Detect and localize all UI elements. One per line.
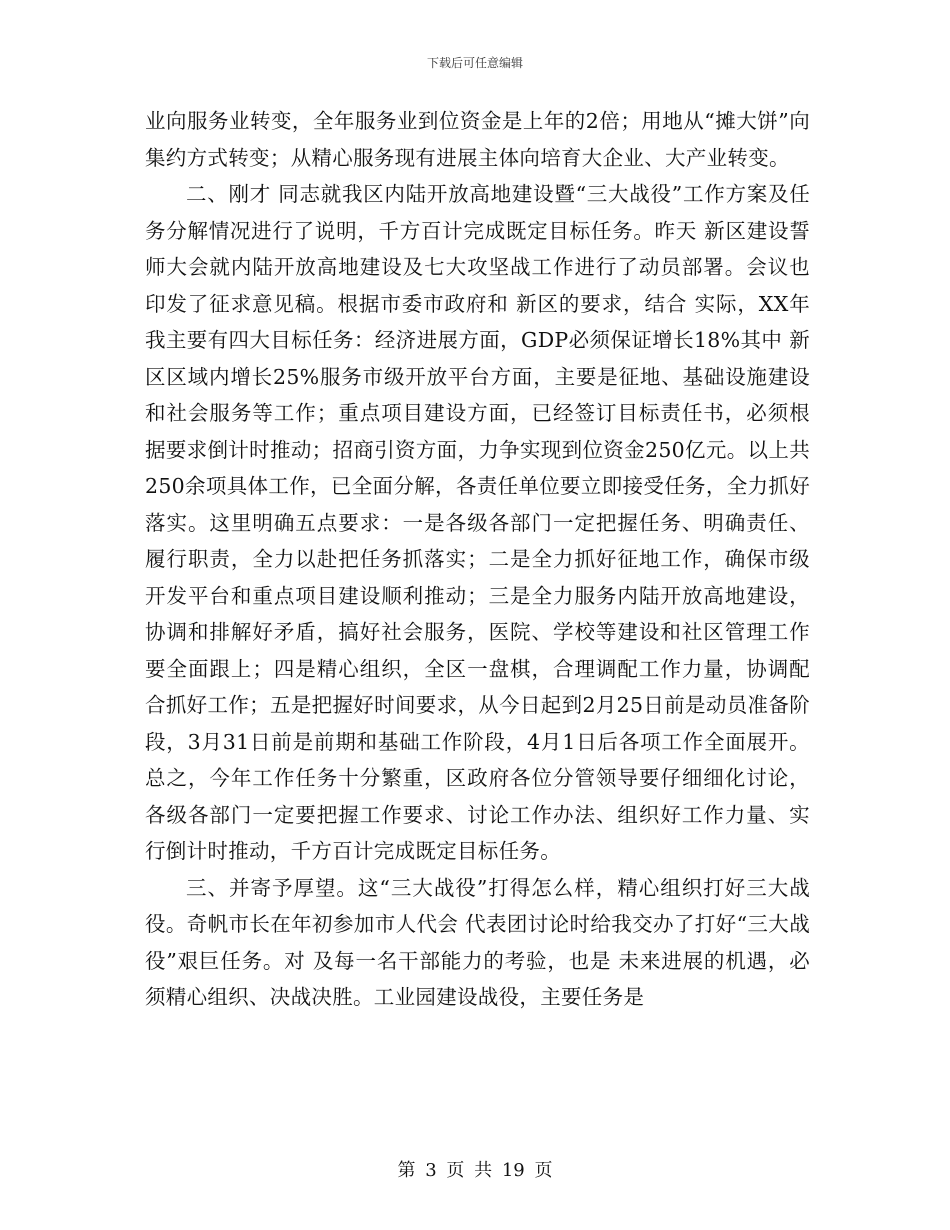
page-header-note: 下载后可任意编辑	[426, 56, 523, 70]
paragraph-section-three: 三、并寄予厚望。这“三大战役”打得怎么样，精心组织打好三大战役。奇帆市长在年初参加市人代会 代表团讨论时给我交办了打好“三大战役”艰巨任务。对 及每一名干部能力的考验，也是 未来进展的机遇，必须精心组织、决战决胜。工业园建设战役，主要任务是	[145, 875, 810, 1009]
paragraph-section-two: 二、刚才 同志就我区内陆开放高地建设暨“三大战役”工作方案及任务分解情况进行了说明，千方百计完成既定目标任务。昨天 新区建设誓师大会就内陆开放高地建设及七大攻坚战工作进行了动员部署。会议也印发了征求意见稿。根据市委市政府和 新区的要求，结合 实际，XX年我主要有四大目标任务：经济进展方面，GDP必须保证增长18%其中 新区区域内增长25%服务市级开放平台方面，主要是征地、基础设施建设和社会服务等工作；重点项目建设方面，已经签订目标责任书，必须根据要求倒计时推动；招商引资方面，力争实现到位资金250亿元。以上共250余项具体工作，已全面分解，各责任单位要立即接受任务，全力抓好落实。这里明确五点要求：一是各级各部门一定把握任务、明确责任、履行职责，全力以赴把任务抓落实；二是全力抓好征地工作，确保市级开发平台和重点项目建设顺利推动；三是全力服务内陆开放高地建设，协调和排解好矛盾，搞好社会服务，医院、学校等建设和社区管理工作要全面跟上；四是精心组织，全区一盘棋，合理调配工作力量，协调配合抓好工作；五是把握好时间要求，从今日起到2月25日前是动员准备阶段，3月31日前是前期和基础工作阶段，4月1日后各项工作全面展开。总之，今年工作任务十分繁重，区政府各位分管领导要仔细细化讨论，各级各部门一定要把握工作要求、讨论工作办法、组织好工作力量、实行倒计时推动，千方百计完成既定目标任务。	[145, 182, 810, 863]
document-body	[145, 103, 810, 1016]
paragraph-continuation: 业向服务业转变，全年服务业到位资金是上年的2倍；用地从“摊大饼”向集约方式转变；从精心服务现有进展主体向培育大企业、大产业转变。	[145, 109, 810, 170]
page-number-footer: 第 3 页 共 19 页	[397, 1160, 553, 1181]
